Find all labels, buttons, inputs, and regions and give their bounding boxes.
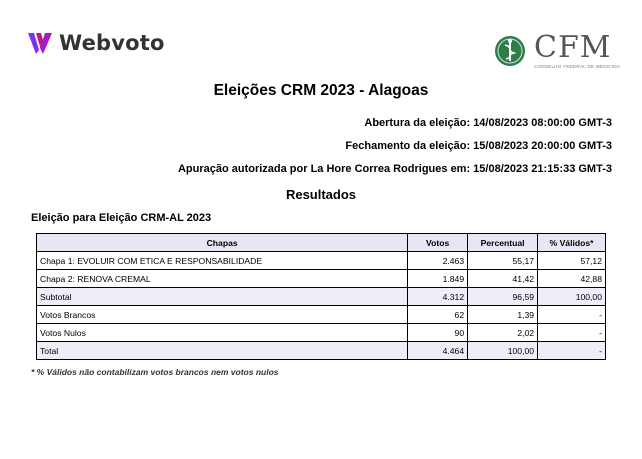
table-row — [37, 270, 606, 288]
cell-validos: 100,00 — [538, 288, 606, 306]
header-validos: % Válidos* — [538, 234, 606, 252]
cell-votos: 4.464 — [408, 342, 468, 360]
cell-votos: 4.312 — [408, 288, 468, 306]
cell-validos: - — [538, 306, 606, 324]
cell-chapa: Total — [37, 342, 408, 360]
opening-date: Abertura da eleição: 14/08/2023 08:00:00 GMT-3 — [364, 117, 612, 129]
header-percentual: Percentual — [468, 234, 538, 252]
page-title: Eleições CRM 2023 - Alagoas — [213, 82, 429, 99]
table-row-subtotal — [37, 288, 606, 306]
webvoto-mark-icon — [27, 30, 53, 56]
caduceus-seal-icon — [494, 34, 526, 68]
cell-validos: 57,12 — [538, 252, 606, 270]
header-votos: Votos — [408, 234, 468, 252]
results-heading: Resultados — [285, 187, 357, 202]
closing-date: Fechamento da eleição: 15/08/2023 20:00:00 GMT-3 — [345, 140, 612, 152]
cell-percentual: 1,39 — [468, 306, 538, 324]
cell-chapa: Votos Nulos — [37, 324, 408, 342]
cell-votos: 2.463 — [408, 252, 468, 270]
cell-validos: 42,88 — [538, 270, 606, 288]
header-chapas: Chapas — [37, 234, 408, 252]
table-row — [37, 324, 606, 342]
authorization-info: Apuração autorizada por La Hore Correa Rodrigues em: 15/08/2023 21:15:33 GMT-3 — [177, 163, 612, 175]
cell-validos: - — [538, 324, 606, 342]
cell-chapa: Votos Brancos — [37, 306, 408, 324]
cell-validos: - — [538, 342, 606, 360]
cfm-logo — [494, 30, 621, 69]
cell-percentual: 55,17 — [468, 252, 538, 270]
cell-percentual: 41,42 — [468, 270, 538, 288]
cell-percentual: 96,59 — [468, 288, 538, 306]
brand-name: Webvoto — [59, 31, 165, 55]
cell-chapa: Subtotal — [37, 288, 408, 306]
cell-percentual: 100,00 — [468, 342, 538, 360]
table-row — [37, 306, 606, 324]
cell-votos: 90 — [408, 324, 468, 342]
cell-votos: 1.849 — [408, 270, 468, 288]
table-row-total — [37, 342, 606, 360]
webvoto-logo — [27, 30, 165, 56]
cfm-subtitle: CONSELHO FEDERAL DE MEDICINA — [534, 64, 621, 69]
cell-votos: 62 — [408, 306, 468, 324]
cell-chapa: Chapa 2: RENOVA CREMAL — [37, 270, 408, 288]
table-header-row — [37, 234, 606, 252]
election-heading: Eleição para Eleição CRM-AL 2023 — [31, 212, 212, 224]
cfm-acronym: CFM — [534, 30, 612, 65]
results-table — [36, 233, 606, 360]
footnote: * % Válidos não contabilizam votos brancos nem votos nulos — [31, 367, 279, 377]
table-row — [37, 252, 606, 270]
cell-chapa: Chapa 1: EVOLUIR COM ETICA E RESPONSABILIDADE — [37, 252, 408, 270]
cell-percentual: 2,02 — [468, 324, 538, 342]
